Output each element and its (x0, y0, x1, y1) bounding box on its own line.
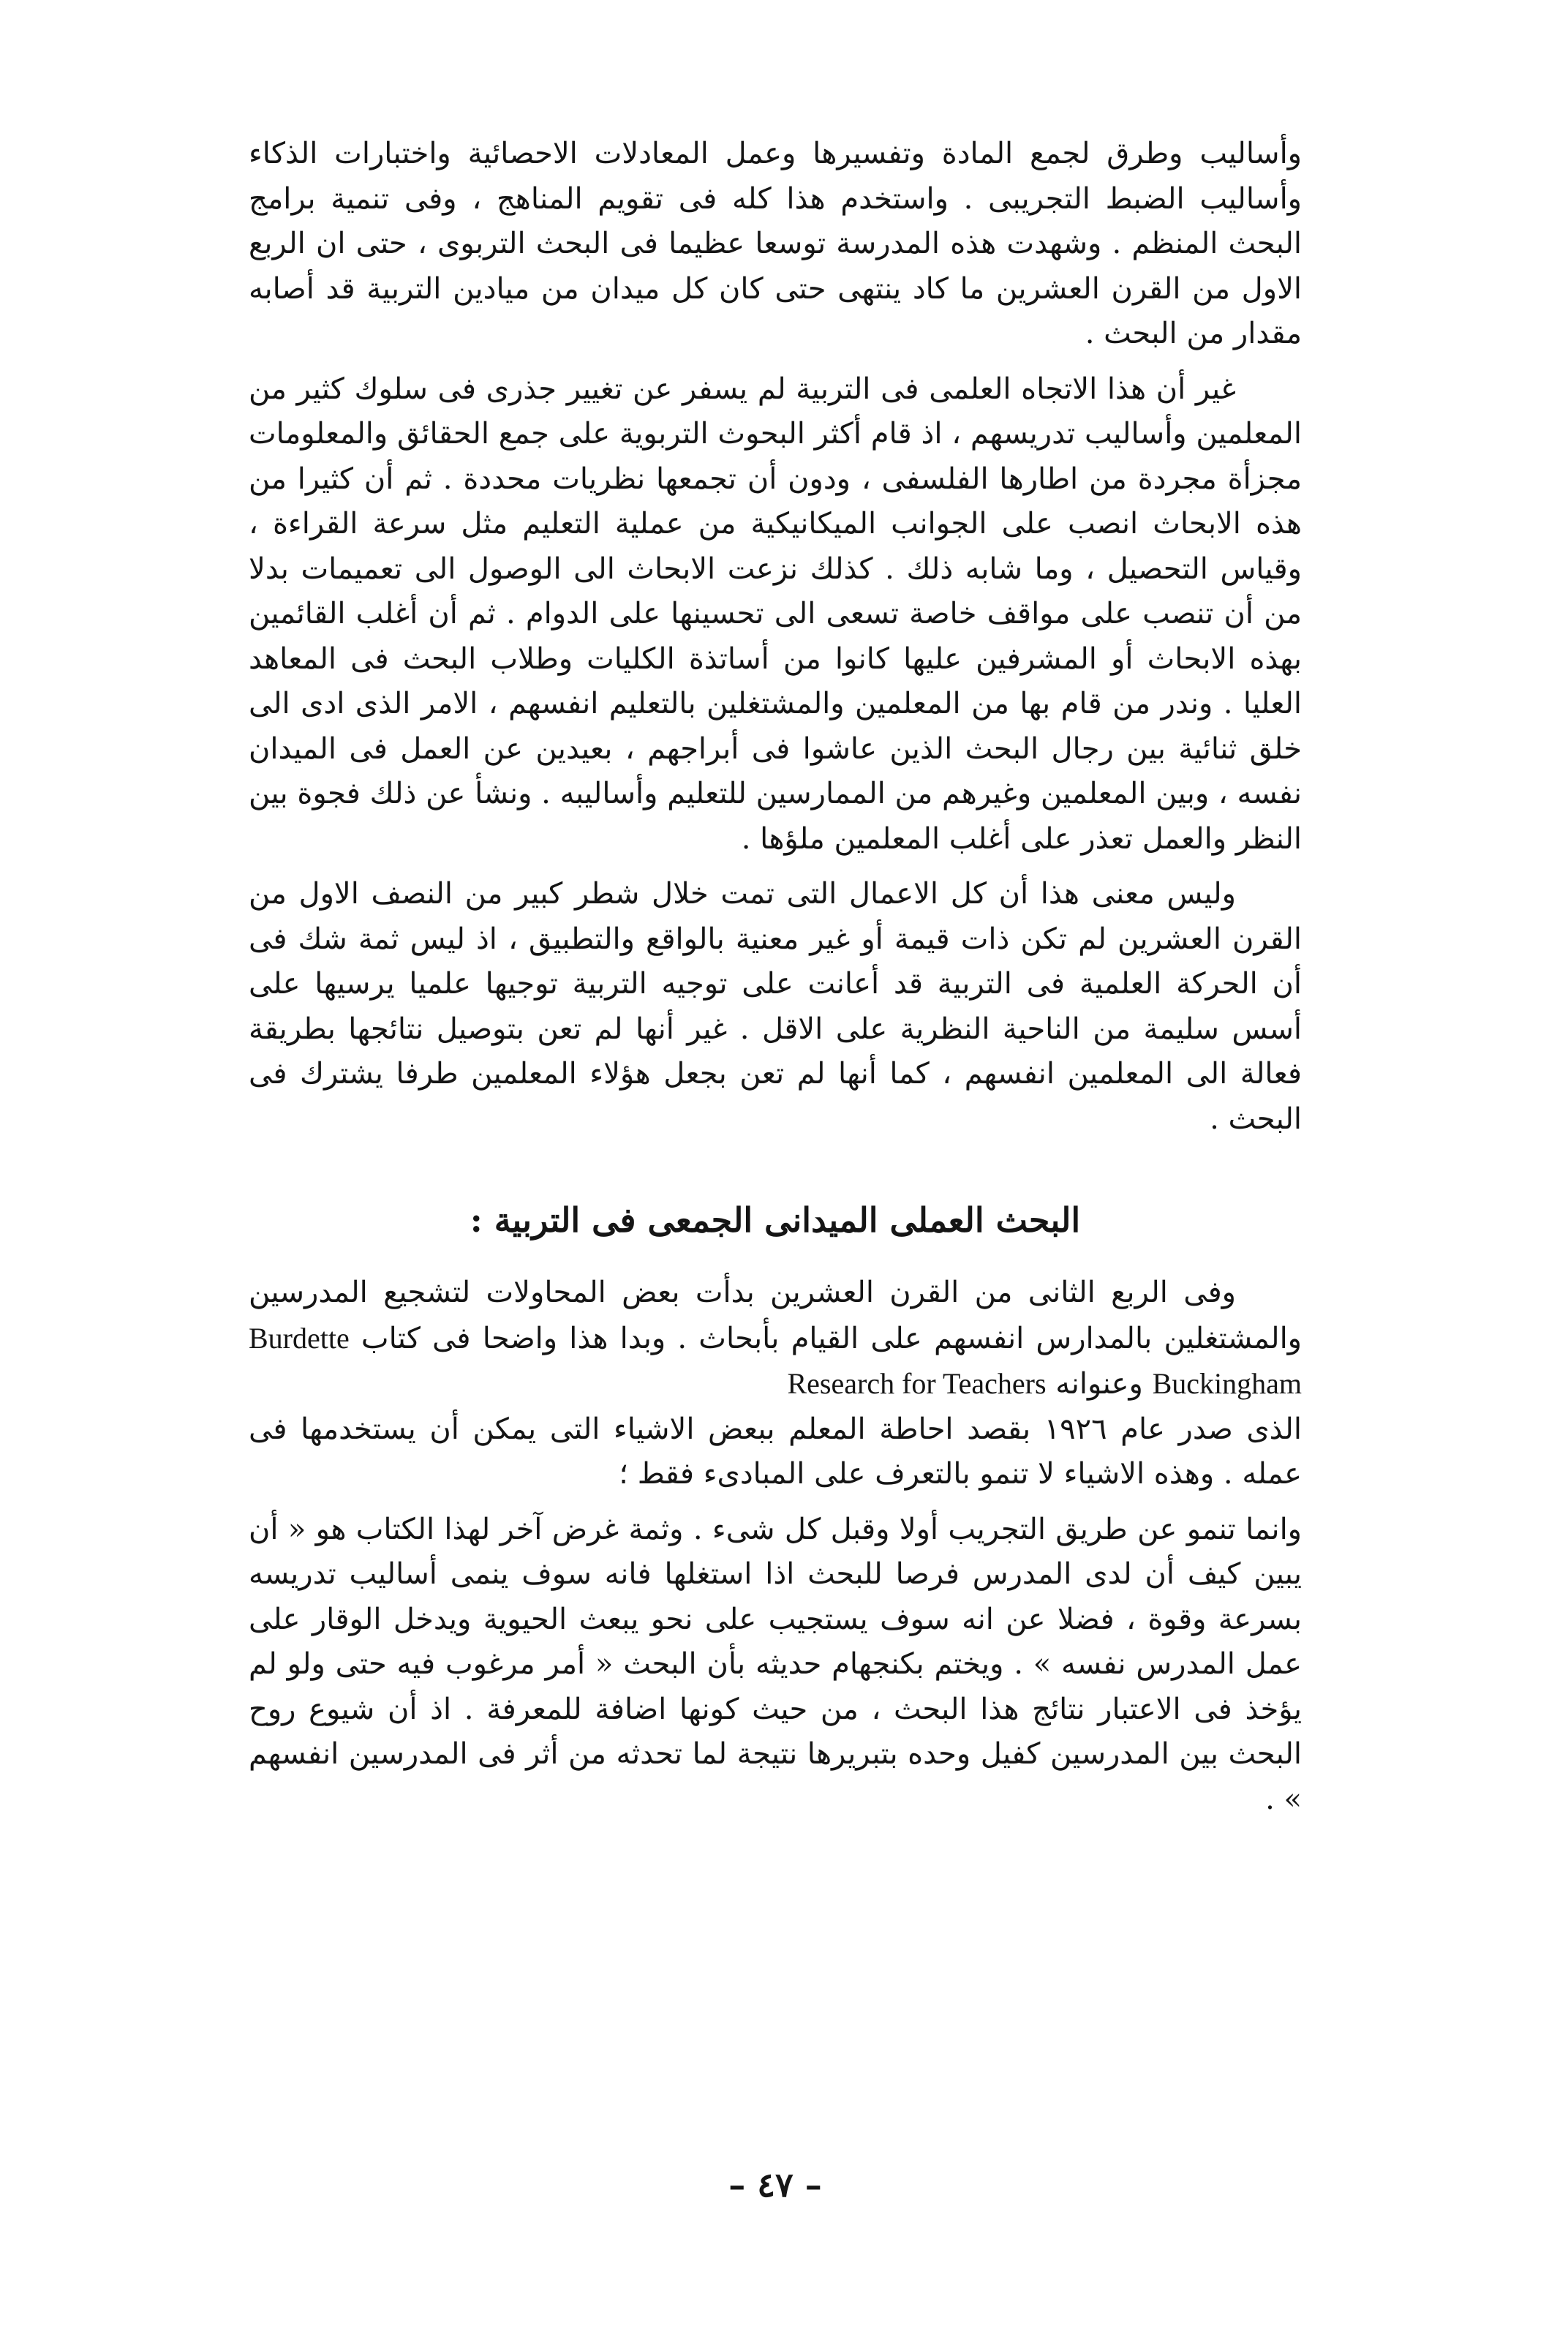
paragraph-2: غير أن هذا الاتجاه العلمى فى التربية لم يسفر عن تغيير جذرى فى سلوك كثير من المعلمين وأساليب تدريسهم ، اذ قام أكثر البحوث التربوية على جمع الحقائق والمعلومات مجزأة مجردة من اطارها الفلسفى ، ودون أن تجمعها نظريات محددة . ثم أن كثيرا من هذه الابحاث انصب على الجوانب الميكانيكية من عملية التعليم مثل سرعة القراءة ، وقياس التحصيل ، وما شابه ذلك . كذلك نزعت الابحاث الى الوصول الى تعميمات بدلا من أن تنصب على مواقف خاصة تسعى الى تحسينها على الدوام . ثم أن أغلب القائمين بهذه الابحاث أو المشرفين عليها كانوا من أساتذة الكليات وطلاب البحث فى المعاهد العليا . وندر من قام بها من المعلمين والمشتغلين بالتعليم انفسهم ، الامر الذى ادى الى خلق ثنائية بين رجال البحث الذين عاشوا فى أبراجهم ، بعيدين عن العمل فى الميدان نفسه ، وبين المعلمين وغيرهم من الممارسين للتعليم وأساليبه . ونشأ عن ذلك فجوة بين النظر والعمل تعذر على أغلب المعلمين ملؤها . (249, 372, 1302, 856)
paragraph-4 (249, 1271, 1302, 1407)
section-gap (249, 1246, 1302, 1271)
page-number: – ٤٧ – (728, 2165, 822, 2205)
paragraph-gap (249, 1497, 1302, 1508)
paragraph-4-connector: وعنوانه (1055, 1367, 1143, 1401)
author-name: Burdette Buckingham (249, 1321, 1302, 1400)
paragraph-gap (249, 357, 1302, 367)
paragraph-gap (249, 862, 1302, 872)
book-title: Research for Teachers (787, 1367, 1047, 1400)
paragraph-4-text: وفى الربع الثانى من القرن العشرين بدأت بعض المحاولات لتشجيع المدرسين والمشتغلين بالمدارس انفسهم على القيام بأبحاث . وبدا هذا واضحا فى كتاب (249, 1276, 1302, 1355)
section-gap (249, 1142, 1302, 1194)
document-page (249, 132, 1302, 2282)
paragraph-3: وليس معنى هذا أن كل الاعمال التى تمت خلال شطر كبير من النصف الاول من القرن العشرين لم تكن ذات قيمة أو غير معنية بالواقع والتطبيق ، اذ ليس ثمة شك فى أن الحركة العلمية فى التربية قد أعانت على توجيه التربية توجيها علميا يرسيها على أسس سليمة من الناحية النظرية على الاقل . غير أنها لم تعن بتوصيل نتائجها بطريقة فعالة الى المعلمين انفسهم ، كما أنها لم تعن بجعل هؤلاء المعلمين طرفا يشترك فى البحث . (249, 877, 1302, 1136)
paragraph-1: وأساليب وطرق لجمع المادة وتفسيرها وعمل المعادلات الاحصائية واختبارات الذكاء وأساليب الضبط التجريبى . واستخدم هذا كله فى تقويم المناهج ، وفى تنمية برامج البحث المنظم . وشهدت هذه المدرسة توسعا عظيما فى البحث التربوى ، حتى ان الربع الاول من القرن العشرين ما كاد ينتهى حتى كان كل ميدان من ميادين التربية قد أصابه مقدار من البحث . (249, 137, 1302, 350)
paragraph-6: وانما تنمو عن طريق التجريب أولا وقبل كل شىء . وثمة غرض آخر لهذا الكتاب هو « أن يبين كيف أن لدى المدرس فرصا للبحث اذا استغلها فانه سوف ينمى أساليب تدريسه بسرعة وقوة ، فضلا عن انه سوف يستجيب على نحو يبعث الحيوية ويدخل الوقار على عمل المدرس نفسه » . ويختم بكنجهام حديثه بأن البحث « أمر مرغوب فيه حتى ولو لم يؤخذ فى الاعتبار نتائج هذا البحث ، من حيث كونها اضافة للمعرفة . اذ أن شيوع روح البحث بين المدرسين كفيل وحده بتبريرها نتيجة لما تحدثه من أثر فى المدرسين انفسهم » . (249, 1512, 1302, 1816)
paragraph-5: الذى صدر عام ١٩٢٦ بقصد احاطة المعلم ببعض الاشياء التى يمكن أن يستخدمها فى عمله . وهذه الاشياء لا تنمو بالتعرف على المبادىء فقط ؛ (249, 1412, 1302, 1491)
section-heading: البحث العملى الميدانى الجمعى فى التربية : (470, 1200, 1081, 1240)
